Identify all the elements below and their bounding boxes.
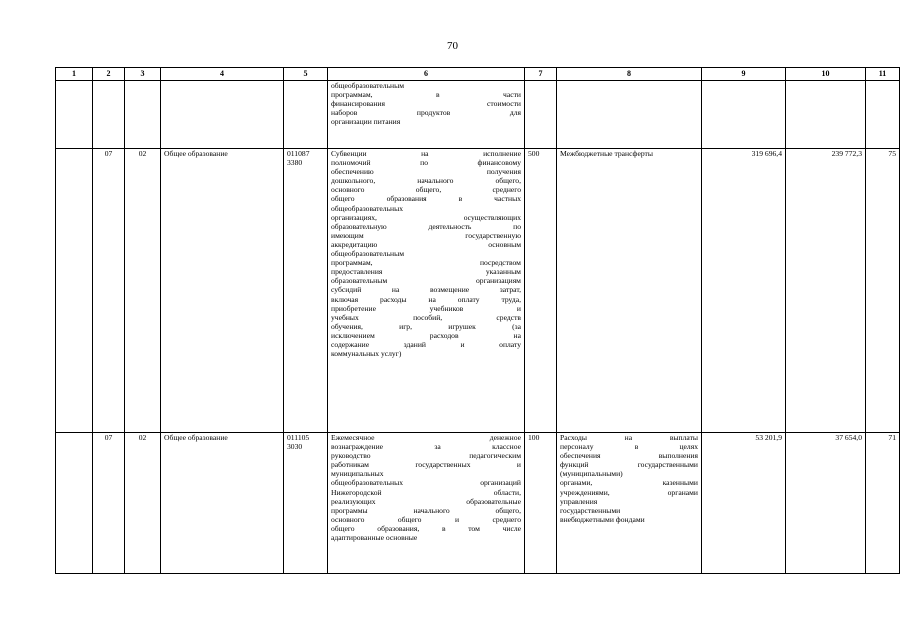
cell-section-name	[161, 81, 284, 149]
cell-percent: 71	[866, 433, 900, 574]
cell-percent: 75	[866, 149, 900, 433]
cell-expense-type-name-line: государственными	[560, 505, 621, 515]
cell-subsection: 02	[125, 149, 161, 433]
cell-article-name	[328, 433, 525, 574]
column-header-10: 10	[786, 68, 866, 81]
cell-expense-type-name-line: Расходы на выплаты	[560, 433, 698, 442]
table-row	[56, 81, 900, 149]
cell-section-name: Общее образование	[161, 149, 284, 433]
cell-article-name-line: основного общего и среднего	[331, 514, 521, 524]
cell-expense-type	[525, 81, 557, 149]
cell-article-name-line: коммунальных услуг)	[331, 349, 402, 359]
cell-target-article: 011105 3030	[284, 433, 328, 574]
cell-article-name-line: предоставления указанным	[331, 267, 521, 277]
cell-article-name-line: реализующих образовательные	[331, 496, 521, 506]
column-header-4: 4	[161, 68, 284, 81]
cell-subsection	[125, 81, 161, 149]
column-header-7: 7	[525, 68, 557, 81]
cell-expense-type-name	[557, 433, 702, 574]
cell-col1	[56, 433, 93, 574]
cell-article-name-line: полномочий по финансовому	[331, 158, 521, 168]
cell-amount-executed	[786, 81, 866, 149]
cell-expense-type-name-line: органами, казенными	[560, 478, 698, 488]
cell-expense-type-name-line: персоналу в целях	[560, 442, 698, 452]
cell-article-name-line: общеобразовательным	[331, 81, 405, 90]
cell-article-name-line: аккредитацию основным	[331, 239, 521, 249]
cell-target-article: 011087 3380	[284, 149, 328, 433]
cell-article-name-line: общеобразовательным	[331, 249, 405, 259]
cell-expense-type-name-line: функций государственными	[560, 460, 698, 470]
cell-article-name-line: программам, посредством	[331, 258, 521, 268]
cell-expense-type-name-line: обеспечения выполнения	[560, 451, 698, 461]
cell-amount-plan	[702, 81, 786, 149]
cell-amount-plan: 53 201,9	[702, 433, 786, 574]
cell-article-name	[328, 81, 525, 149]
cell-article-name-line: муниципальных	[331, 469, 384, 479]
table-row	[56, 433, 900, 574]
cell-article-name-line: субсидий на возмещение затрат,	[331, 285, 521, 295]
cell-expense-type-name-line: управления	[560, 496, 598, 506]
cell-section: 07	[93, 433, 125, 574]
column-header-6: 6	[328, 68, 525, 81]
cell-article-name-line: общего образования, в том числе	[331, 523, 521, 533]
cell-expense-type-name	[557, 149, 702, 433]
cell-expense-type-name-line: (муниципальными)	[560, 469, 623, 479]
column-header-9: 9	[702, 68, 786, 81]
cell-article-name-line: финансирования стоимости	[331, 99, 521, 109]
column-header-8: 8	[557, 68, 702, 81]
cell-percent	[866, 81, 900, 149]
column-header-1: 1	[56, 68, 93, 81]
cell-article-name-line: общеобразовательных	[331, 203, 404, 213]
cell-article-name-line: дошкольного, начального общего,	[331, 176, 521, 186]
cell-expense-type: 100	[525, 433, 557, 574]
cell-amount-executed: 239 772,3	[786, 149, 866, 433]
cell-article-name-line: образовательную деятельность по	[331, 221, 521, 231]
budget-table	[55, 67, 900, 574]
cell-section	[93, 81, 125, 149]
cell-expense-type-name-line: внебюджетными фондами	[560, 514, 645, 524]
page-number: 70	[447, 40, 458, 52]
column-header-3: 3	[125, 68, 161, 81]
cell-article-name-line: работникам государственных и	[331, 460, 521, 470]
cell-section-name: Общее образование	[161, 433, 284, 574]
cell-article-name-line: общеобразовательных организаций	[331, 478, 521, 488]
cell-article-name-line: общего образования в частных	[331, 194, 521, 204]
cell-article-name-line: основного общего, среднего	[331, 185, 521, 195]
cell-expense-type-name-line: учреждениями, органами	[560, 487, 698, 497]
cell-subsection: 02	[125, 433, 161, 574]
cell-section: 07	[93, 149, 125, 433]
cell-expense-type-name	[557, 81, 702, 149]
cell-article-name-line: приобретение учебников и	[331, 303, 521, 313]
cell-article-name-line: имеющим государственную	[331, 230, 521, 240]
cell-amount-plan: 319 696,4	[702, 149, 786, 433]
cell-article-name-line: учебных пособий, средств	[331, 312, 521, 322]
cell-article-name-line: организациях, осуществляющих	[331, 212, 521, 222]
header-row	[56, 68, 900, 81]
cell-expense-type: 500	[525, 149, 557, 433]
cell-article-name-line: обеспечению получения	[331, 167, 521, 177]
cell-article-name-line: организации питания	[331, 117, 401, 127]
cell-article-name-line: обучения, игр, игрушек (за	[331, 321, 521, 331]
cell-expense-type-name-line: Межбюджетные трансферты	[560, 149, 653, 158]
cell-article-name-line: Субвенции на исполнение	[331, 149, 521, 158]
cell-col1	[56, 149, 93, 433]
cell-target-article	[284, 81, 328, 149]
column-header-11: 11	[866, 68, 900, 81]
cell-article-name-line: содержание зданий и оплату	[331, 339, 521, 349]
cell-article-name-line: Ежемесячное денежное	[331, 433, 521, 442]
cell-article-name-line: Нижегородской области,	[331, 487, 521, 497]
cell-article-name-line: наборов продуктов для	[331, 108, 521, 118]
cell-article-name-line: руководство педагогическим	[331, 451, 521, 461]
cell-article-name	[328, 149, 525, 433]
cell-col1	[56, 81, 93, 149]
cell-article-name-line: включая расходы на оплату труда,	[331, 294, 521, 304]
cell-amount-executed: 37 654,0	[786, 433, 866, 574]
table-row	[56, 149, 900, 433]
cell-article-name-line: программы начального общего,	[331, 505, 521, 515]
column-header-2: 2	[93, 68, 125, 81]
cell-article-name-line: адаптированные основные	[331, 533, 418, 543]
cell-article-name-line: программам, в части	[331, 90, 521, 100]
cell-article-name-line: образовательным организациям	[331, 276, 521, 286]
cell-article-name-line: вознаграждение за классное	[331, 442, 521, 452]
cell-article-name-line: исключением расходов на	[331, 330, 521, 340]
column-header-5: 5	[284, 68, 328, 81]
